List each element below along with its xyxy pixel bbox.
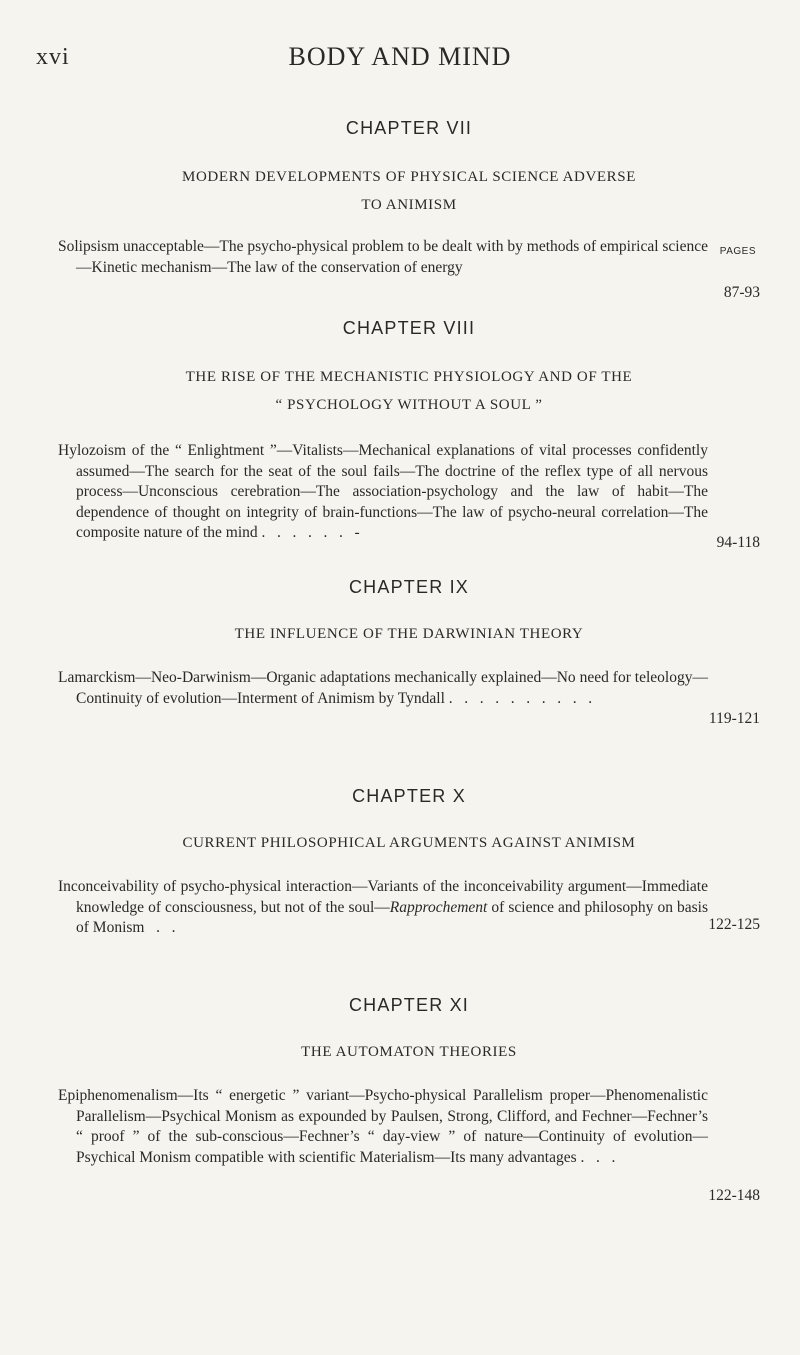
chapter-subtitle-line: THE AUTOMATON THEORIES xyxy=(301,1044,517,1060)
summary-text: Inconceivability of psycho-physical interaction—Variants of the inconceivability argument—Immediate knowledge of consciousness, but not of the soul— xyxy=(58,878,708,916)
chapter-title: CHAPTER XI xyxy=(348,995,470,1015)
chapter-subtitle-line: “ PSYCHOLOGY WITHOUT A SOUL ” xyxy=(275,397,543,413)
page-range: 87-93 xyxy=(723,284,760,301)
summary-italic-term: Rapprochement xyxy=(389,898,488,916)
chapter-title: CHAPTER VIII xyxy=(342,318,476,338)
chapter-ix xyxy=(58,577,760,727)
chapter-summary xyxy=(58,668,708,709)
chapter-summary xyxy=(58,1086,708,1168)
chapter-summary xyxy=(58,441,708,544)
leader-dots: . . . . . . . . . . xyxy=(444,689,593,707)
chapter-subtitle-line: THE RISE OF THE MECHANISTIC PHYSIOLOGY AND OF THE xyxy=(185,369,633,385)
chapter-title: CHAPTER VII xyxy=(345,118,473,138)
chapter-subtitle-line: THE INFLUENCE OF THE DARWINIAN THEORY xyxy=(234,626,584,642)
chapter-vii xyxy=(58,118,760,301)
chapter-xi xyxy=(58,995,760,1204)
chapter-viii xyxy=(58,318,760,551)
chapter-subtitle-line: MODERN DEVELOPMENTS OF PHYSICAL SCIENCE ADVERSE xyxy=(182,169,636,185)
page-range: 122-125 xyxy=(708,916,760,933)
leader-dots: . . . . . . - xyxy=(257,524,360,541)
chapter-x xyxy=(58,786,760,939)
chapter-subtitle-line: CURRENT PHILOSOPHICAL ARGUMENTS AGAINST ANIMISM xyxy=(182,835,636,851)
page-range: 122-148 xyxy=(708,1187,760,1204)
page-range: 94-118 xyxy=(716,534,760,551)
chapter-subtitle-line: TO ANIMISM xyxy=(361,197,457,213)
chapter-title: CHAPTER IX xyxy=(348,577,470,597)
page-number: xvi xyxy=(36,44,70,70)
chapter-title: CHAPTER X xyxy=(352,786,466,806)
running-title: BODY AND MIND xyxy=(288,42,512,71)
summary-text: Lamarckism—Neo-Darwinism—Organic adaptations mechanically explained—No need for teleology—Continuity of evolution—Interment of Animism by Tyndall xyxy=(58,669,708,707)
pages-column-heading: PAGES xyxy=(719,246,756,257)
page-range: 119-121 xyxy=(708,710,760,727)
leader-dots: . . . xyxy=(576,1148,616,1166)
running-head xyxy=(36,38,764,78)
summary-text: Hylozoism of the “ Enlightment ”—Vitalists—Mechanical explanations of vital processes confidently assumed—The search for the seat of the soul fails—The doctrine of the reflex type of all nervous process—Unconscious cerebration—The association-psychology and the law of habit—The dependence of thought on integrity of brain-functions—The law of psycho-neural correlation—The composite nature of the mind xyxy=(58,442,708,541)
leader-dots: . . xyxy=(144,919,176,936)
summary-text: Epiphenomenalism—Its “ energetic ” variant—Psycho-physical Parallelism proper—Phenomenalistic Parallelism—Psychical Monism as expounded by Paulsen, Strong, Clifford, and Fechner—Fechner’s “ proof ” of the sub-conscious—Fechner’s “ day-view ” of nature—Continuity of evolution—Psychical Monism compatible with scientific Materialism—Its many advantages xyxy=(58,1087,708,1166)
chapter-summary xyxy=(58,877,708,939)
chapter-summary: Solipsism unacceptable—The psycho-physical problem to be dealt with by methods of empirical science—Kinetic mechanism—The law of the conservation of energy xyxy=(58,238,708,276)
summary-text-end: of science and philosophy on basis of Monism xyxy=(76,898,708,936)
